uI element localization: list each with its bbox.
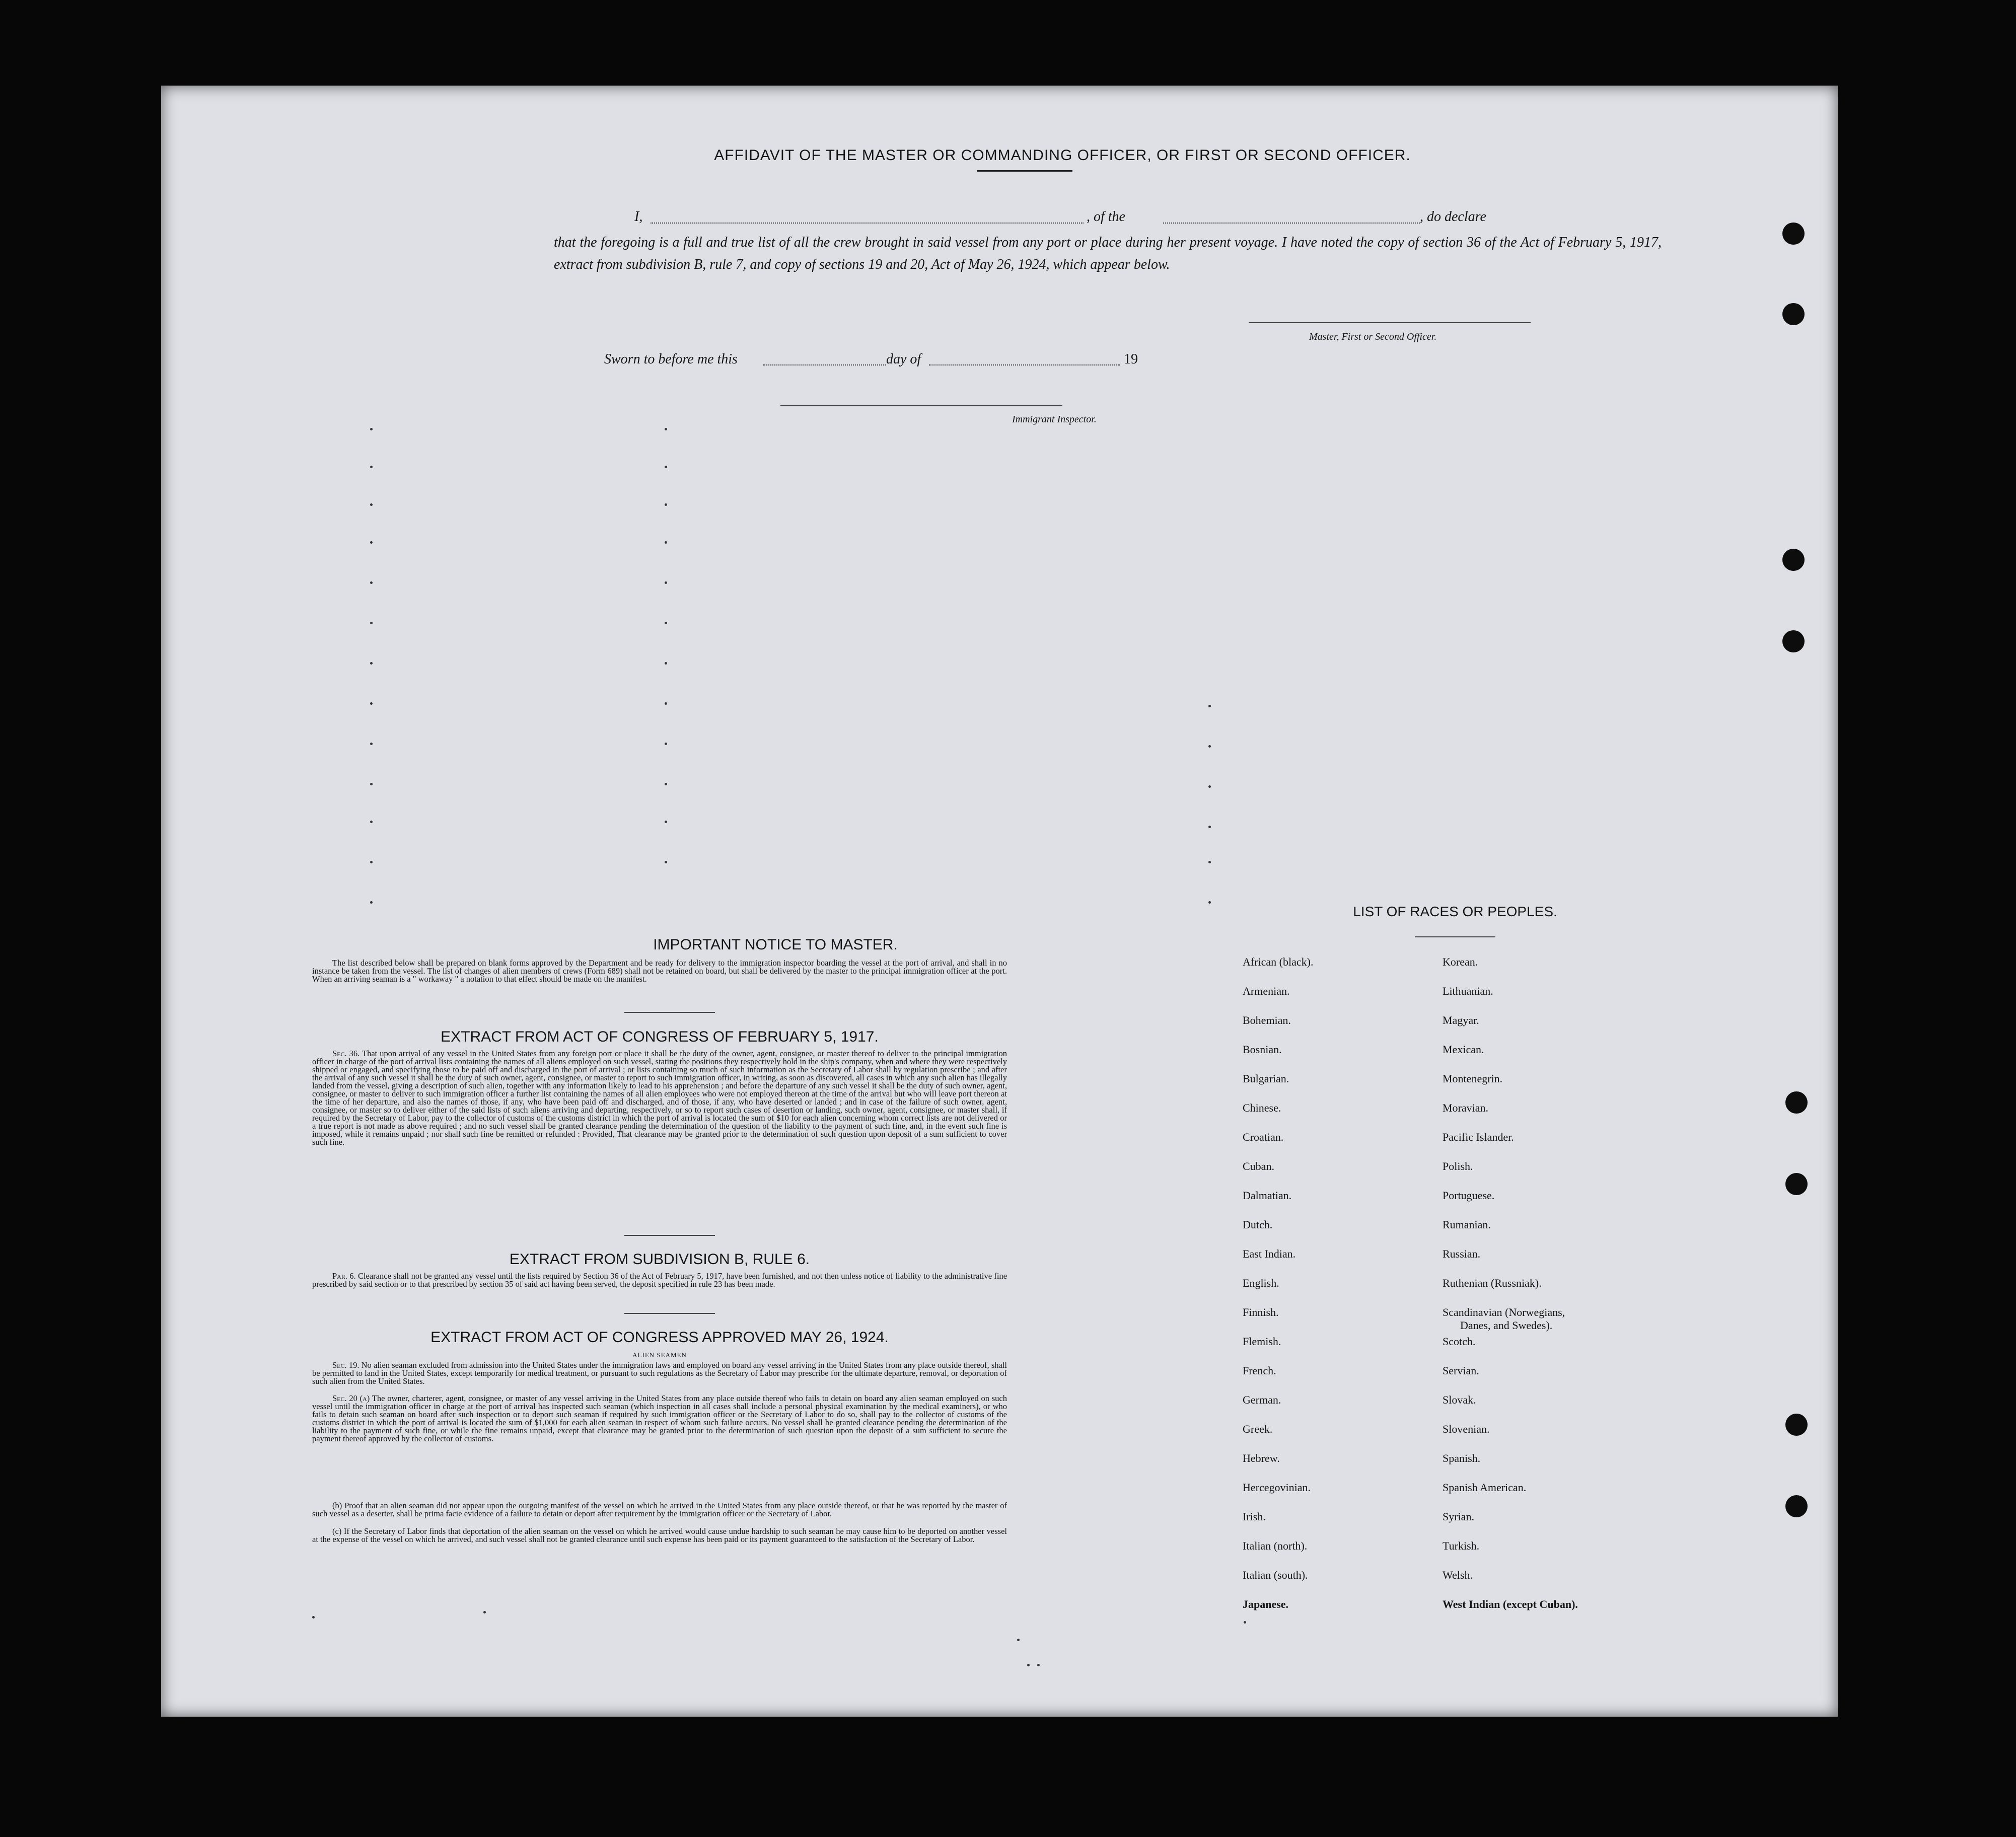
race-right-15: Servian. xyxy=(1443,1364,1479,1377)
sworn-year-label: 19 xyxy=(1124,351,1138,367)
race-right-9: Portuguese. xyxy=(1443,1189,1495,1202)
notice-title: IMPORTANT NOTICE TO MASTER. xyxy=(653,936,898,953)
sec20c-body xyxy=(312,1527,1007,1544)
race-left-2: Armenian. xyxy=(1243,985,1290,997)
race-left-23: Japanese. xyxy=(1243,1598,1289,1610)
rule6-body xyxy=(312,1272,1007,1288)
inspector-caption: Immigrant Inspector. xyxy=(1012,414,1097,425)
punch-hole xyxy=(1782,630,1805,652)
sec20c-label: (c) xyxy=(332,1526,342,1536)
divider xyxy=(1415,936,1495,937)
declarant-name-field[interactable] xyxy=(651,223,1084,224)
extract-1917-label: Sec. 36. xyxy=(332,1049,360,1058)
race-left-13: Finnish. xyxy=(1243,1306,1279,1318)
punch-hole xyxy=(1785,1091,1808,1114)
extract-1917-text: That upon arrival of any vessel in the United States from any foreign port or place it shall be the duty of the owner, agent, consignee, or master thereof to deliver to the principal immigration officer in charge of the port of arrival lists containing the names of all aliens employed on such vessel, stating the positions they respectively hold in the ship's company, when and where they were respectively shipped or engaged, and specifying those to be paid off and discharged in the port of arrival ; or lists containing so much of such information as the Secretary of Labor shall by regulation prescribe ; and after the arrival of any such vessel it shall be the duty of such owner, agent, consignee, or master to report to such immigration officer, in writing, as soon as discovered, all cases in which any such alien has illegally landed from the vessel, giving a description of such alien, together with any information likely to lead to his apprehension ; and before the departure of any such vessel it shall be the duty of such owner, agent, consignee, or master to deliver to such immigration officer a further list containing the names of all alien employees who were not employed thereon at the time of the arrival but who will leave port thereon at the time of her departure, and also the names of those, if any, who have been paid off and discharged, and of those, if any, who have deserted or landed ; and in case of the failure of such owner, agent, consignee, or master so to deliver either of the said lists of such aliens arriving and departing, respectively, or so to report such cases of desertion or landing, such owner, agent, consignee, or master shall, if required by the Secretary of Labor, pay to the collector of customs of the customs district in which the port of arrival is located the sum of $10 for each alien concerning whom correct lists are not delivered or a true report is not made as above required ; and no such vessel shall be granted clearance pending the determination of the question of the liability to the payment of such fine, and, in the event such fine is imposed, while it remains unpaid ; nor shall such fine be remitted or refunded : Provided, That clearance may be granted prior to the determination of such question upon deposit of a sum sufficient to cover such fine. xyxy=(312,1049,1007,1147)
divider xyxy=(624,1235,715,1236)
punch-hole xyxy=(1785,1173,1808,1195)
race-left-14: Flemish. xyxy=(1243,1335,1281,1348)
sec20c-text: If the Secretary of Labor finds that deportation of the alien seaman on the vessel on which he arrived would cause undue hardship to such seaman he may cause him to be deported on another vessel at the expense of the vessel on which he arrived, and such vessel shall not be granted clearance until such expense has been paid or its payment guaranteed to the satisfaction of the Secretary of Labor. xyxy=(312,1526,1007,1544)
extract-1924-title: EXTRACT FROM ACT OF CONGRESS APPROVED MAY 26, 1924. xyxy=(430,1329,889,1346)
sworn-day-field[interactable] xyxy=(763,364,886,365)
sec19-label: Sec. 19. xyxy=(332,1360,359,1370)
sworn-prefix: Sworn to before me this xyxy=(604,351,738,367)
race-left-6: Chinese. xyxy=(1243,1101,1281,1114)
rule6-title: EXTRACT FROM SUBDIVISION B, RULE 6. xyxy=(509,1251,810,1268)
race-right-16: Slovak. xyxy=(1443,1393,1476,1406)
race-left-19: Hercegovinian. xyxy=(1243,1481,1311,1494)
race-right-13: Scandinavian (Norwegians, xyxy=(1443,1306,1565,1318)
sec20b-label: (b) xyxy=(332,1501,342,1510)
races-title: LIST OF RACES OR PEOPLES. xyxy=(1353,904,1557,919)
race-right-7: Pacific Islander. xyxy=(1443,1131,1514,1143)
form-sheet xyxy=(161,86,1838,1717)
divider xyxy=(624,1012,715,1013)
do-declare-label: , do declare xyxy=(1420,209,1486,225)
punch-hole xyxy=(1785,1414,1808,1436)
vessel-name-field[interactable] xyxy=(1163,223,1420,224)
punch-hole xyxy=(1782,549,1805,571)
race-right-2: Lithuanian. xyxy=(1443,985,1493,997)
inspector-signature-line[interactable] xyxy=(780,405,1062,406)
sworn-month-field[interactable] xyxy=(929,364,1120,365)
race-left-16: German. xyxy=(1243,1393,1281,1406)
punch-hole xyxy=(1782,223,1805,245)
of-the-label: , of the xyxy=(1087,209,1125,225)
race-left-4: Bosnian. xyxy=(1243,1043,1282,1056)
sec20b-text: Proof that an alien seaman did not appear upon the outgoing manifest of the vessel on which he arrived in the United States from any place outside thereof, or that he was reported by the master of such vessel as a deserter, shall be prima facie evidence of a failure to detain or deport after requirement by the immigration officer or the Secretary of Labor. xyxy=(312,1501,1007,1518)
race-left-7: Croatian. xyxy=(1243,1131,1284,1143)
race-right-17: Slovenian. xyxy=(1443,1423,1490,1435)
extract-1917-title: EXTRACT FROM ACT OF CONGRESS OF FEBRUARY 5, 1917. xyxy=(441,1028,879,1045)
master-signature-line[interactable] xyxy=(1249,322,1531,323)
sec19-text: No alien seaman excluded from admission into the United States under the immigration laws and employed on board any vessel arriving in the United States from any place outside thereof, shall be permitted to land in the United States, except temporarily for medical treatment, or pursuant to such regulations as the Secretary of Labor may prescribe for the ultimate departure, removal, or deportation of such alien from the United States. xyxy=(312,1360,1007,1386)
race-left-15: French. xyxy=(1243,1364,1276,1377)
race-right-4: Mexican. xyxy=(1443,1043,1484,1056)
race-left-11: East Indian. xyxy=(1243,1247,1296,1260)
race-left-1: African (black). xyxy=(1243,956,1314,968)
race-left-12: English. xyxy=(1243,1277,1279,1289)
race-left-9: Dalmatian. xyxy=(1243,1189,1292,1202)
sec20a-label: Sec. 20 (a) xyxy=(332,1393,370,1403)
sec19-body xyxy=(312,1361,1007,1385)
race-right-14: Scotch. xyxy=(1443,1335,1476,1348)
race-left-8: Cuban. xyxy=(1243,1160,1274,1172)
punch-hole xyxy=(1782,303,1805,325)
race-right-6: Moravian. xyxy=(1443,1101,1489,1114)
punch-hole xyxy=(1785,1495,1808,1517)
race-right-20: Syrian. xyxy=(1443,1510,1474,1523)
declarant-label: I, xyxy=(634,209,643,225)
title-underline xyxy=(977,170,1072,172)
race-right-22: Welsh. xyxy=(1443,1569,1473,1581)
race-right-19: Spanish American. xyxy=(1443,1481,1527,1494)
sworn-day-label: day of xyxy=(886,351,921,367)
race-right-21: Turkish. xyxy=(1443,1539,1480,1552)
sec20a-text: The owner, charterer, agent, consignee, or master of any vessel arriving in the United States from any place outside thereof who fails to detain on board any alien seaman employed on such vessel until the immigration officer in charge at the port of arrival has inspected such seaman (which inspection in all cases shall include a personal physical examination by the medical examiners), or who fails to detain such seaman on board after such inspection or to deport such seaman if required by such immigration officer or the Secretary of Labor to do so, shall pay to the collector of customs of the customs district in which the port of arrival is located the sum of $1,000 for each alien seaman in respect of whom such failure occurs. No vessel shall be granted clearance pending the determination of the liability to the payment of such fine, or while the fine remains unpaid, except that clearance may be granted prior to the determination of such question upon the deposit of a sum sufficient to secure the payment thereof approved by the collector of customs. xyxy=(312,1393,1007,1443)
race-right-10: Rumanian. xyxy=(1443,1218,1491,1231)
notice-text: The list described below shall be prepared on blank forms approved by the Department and be ready for delivery to the immigration inspector boarding the vessel at the port of arrival, and shall in no instance be taken from the vessel. The list of changes of alien members of crews (Form 689) shall not be retained on board, but shall be delivered by the master to the principal immigration officer at the port. When an arriving seaman is a " workaway " a notation to that effect should be made on the manifest. xyxy=(312,958,1007,984)
race-right-8: Polish. xyxy=(1443,1160,1473,1172)
rule6-text: Clearance shall not be granted any vessel until the lists required by Section 36 of the Act of February 5, 1917, have been furnished, and not then unless notice of liability to the administrative fine prescribed by said section or to that prescribed by section 35 of said act having been served, the deposit specified in rule 23 has been made. xyxy=(312,1271,1007,1289)
race-right-12: Ruthenian (Russniak). xyxy=(1443,1277,1542,1289)
rule6-label: Par. 6. xyxy=(332,1271,356,1281)
race-left-5: Bulgarian. xyxy=(1243,1072,1289,1085)
race-right-11: Russian. xyxy=(1443,1247,1481,1260)
sec20b-body xyxy=(312,1502,1007,1518)
sec20a-body xyxy=(312,1394,1007,1443)
alien-seamen-subtitle: ALIEN SEAMEN xyxy=(632,1351,687,1359)
race-right-3: Magyar. xyxy=(1443,1014,1479,1026)
race-left-22: Italian (south). xyxy=(1243,1569,1308,1581)
affidavit-title: AFFIDAVIT OF THE MASTER OR COMMANDING OFFICER, OR FIRST OR SECOND OFFICER. xyxy=(714,147,1411,164)
master-caption: Master, First or Second Officer. xyxy=(1309,331,1437,342)
race-right-1: Korean. xyxy=(1443,956,1478,968)
race-left-3: Bohemian. xyxy=(1243,1014,1291,1026)
declaration-text: that the foregoing is a full and true list of all the crew brought in said vessel from any port or place during her present voyage. I have noted the copy of section 36 of the Act of February 5, 1917, extract from subdivision B, rule 7, and copy of sections 19 and 20, Act of May 26, 1924, which appear below. xyxy=(554,235,1662,272)
race-left-20: Irish. xyxy=(1243,1510,1266,1523)
race-left-10: Dutch. xyxy=(1243,1218,1273,1231)
race-left-18: Hebrew. xyxy=(1243,1452,1280,1464)
race-right-18: Spanish. xyxy=(1443,1452,1481,1464)
race-left-17: Greek. xyxy=(1243,1423,1273,1435)
race-right-5: Montenegrin. xyxy=(1443,1072,1503,1085)
race-right-23: West Indian (except Cuban). xyxy=(1443,1598,1578,1610)
race-right-13-cont: Danes, and Swedes). xyxy=(1460,1319,1553,1332)
extract-1917-body xyxy=(312,1050,1007,1146)
divider xyxy=(624,1313,715,1314)
race-left-21: Italian (north). xyxy=(1243,1539,1308,1552)
